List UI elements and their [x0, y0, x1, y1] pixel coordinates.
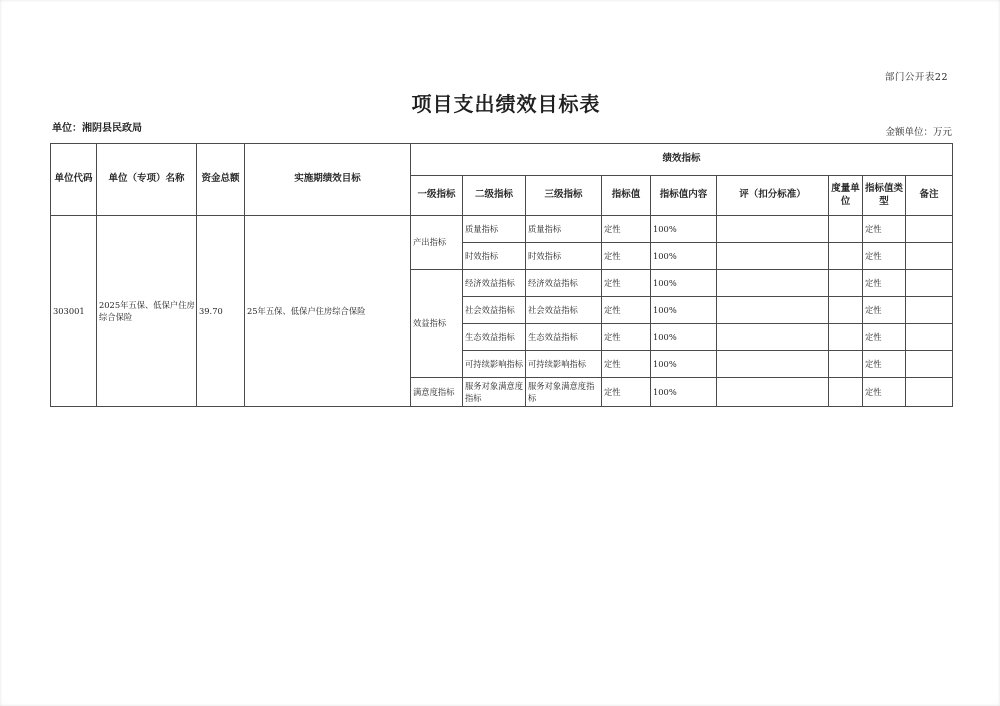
cell-content: 100% — [651, 297, 717, 324]
header-level3: 三级指标 — [526, 176, 602, 216]
unit-label: 单位：湘阴县民政局 — [52, 123, 142, 134]
cell-eval — [717, 243, 829, 270]
cell-level2: 经济效益指标 — [463, 270, 526, 297]
cell-value: 定性 — [602, 270, 651, 297]
cell-note — [906, 243, 953, 270]
cell-level2: 社会效益指标 — [463, 297, 526, 324]
header-unit-name: 单位（专项）名称 — [97, 144, 197, 216]
cell-level1-satisfaction: 满意度指标 — [411, 378, 463, 407]
cell-content: 100% — [651, 378, 717, 407]
cell-measure-unit — [829, 270, 863, 297]
cell-level2: 服务对象满意度指标 — [463, 378, 526, 407]
cell-level3: 社会效益指标 — [526, 297, 602, 324]
cell-measure-unit — [829, 216, 863, 243]
cell-level2: 生态效益指标 — [463, 324, 526, 351]
header-measure-unit: 度量单位 — [829, 176, 863, 216]
cell-value-type: 定性 — [863, 351, 906, 378]
header-eval-standard: 评（扣分标准） — [717, 176, 829, 216]
cell-note — [906, 324, 953, 351]
header-unit-code: 单位代码 — [51, 144, 97, 216]
cell-eval — [717, 297, 829, 324]
header-impl-target: 实施期绩效目标 — [245, 144, 411, 216]
cell-note — [906, 351, 953, 378]
cell-measure-unit — [829, 378, 863, 407]
cell-eval — [717, 324, 829, 351]
cell-value-type: 定性 — [863, 243, 906, 270]
amount-unit-label: 金额单位：万元 — [885, 127, 952, 138]
cell-value-type: 定性 — [863, 216, 906, 243]
cell-content: 100% — [651, 243, 717, 270]
cell-measure-unit — [829, 351, 863, 378]
header-perf-group: 绩效指标 — [411, 144, 953, 176]
cell-impl-target: 25年五保、低保户住房综合保险 — [245, 216, 411, 407]
cell-value-type: 定性 — [863, 270, 906, 297]
cell-level3: 经济效益指标 — [526, 270, 602, 297]
cell-value: 定性 — [602, 324, 651, 351]
cell-note — [906, 270, 953, 297]
cell-eval — [717, 351, 829, 378]
header-total-funds: 资金总额 — [197, 144, 245, 216]
cell-level3: 质量指标 — [526, 216, 602, 243]
header-value-type: 指标值类型 — [863, 176, 906, 216]
cell-value-type: 定性 — [863, 324, 906, 351]
table-row — [51, 216, 953, 243]
cell-level2: 质量指标 — [463, 216, 526, 243]
cell-eval — [717, 378, 829, 407]
cell-unit-code: 303001 — [51, 216, 97, 407]
cell-eval — [717, 216, 829, 243]
cell-note — [906, 378, 953, 407]
cell-level1-benefit: 效益指标 — [411, 270, 463, 378]
cell-measure-unit — [829, 324, 863, 351]
cell-level3: 服务对象满意度指标 — [526, 378, 602, 407]
header-row-1 — [51, 144, 953, 176]
cell-value: 定性 — [602, 216, 651, 243]
performance-table-container — [50, 143, 953, 407]
cell-content: 100% — [651, 324, 717, 351]
cell-measure-unit — [829, 297, 863, 324]
header-note: 备注 — [906, 176, 953, 216]
cell-note — [906, 297, 953, 324]
header-level2: 二级指标 — [463, 176, 526, 216]
header-level1: 一级指标 — [411, 176, 463, 216]
cell-level3: 生态效益指标 — [526, 324, 602, 351]
cell-value: 定性 — [602, 378, 651, 407]
cell-note — [906, 216, 953, 243]
cell-content: 100% — [651, 351, 717, 378]
cell-eval — [717, 270, 829, 297]
cell-measure-unit — [829, 243, 863, 270]
cell-value: 定性 — [602, 297, 651, 324]
cell-value-type: 定性 — [863, 297, 906, 324]
cell-level3: 时效指标 — [526, 243, 602, 270]
cell-value-type: 定性 — [863, 378, 906, 407]
cell-value: 定性 — [602, 243, 651, 270]
page-title: 项目支出绩效目标表 — [411, 92, 601, 116]
cell-value: 定性 — [602, 351, 651, 378]
cell-content: 100% — [651, 216, 717, 243]
cell-level3: 可持续影响指标 — [526, 351, 602, 378]
corner-note: 部门公开表22 — [884, 72, 948, 83]
header-value: 指标值 — [602, 176, 651, 216]
header-value-content: 指标值内容 — [651, 176, 717, 216]
cell-level1-output: 产出指标 — [411, 216, 463, 270]
cell-level2: 可持续影响指标 — [463, 351, 526, 378]
cell-level2: 时效指标 — [463, 243, 526, 270]
cell-unit-name: 2025年五保、低保户住房综合保险 — [97, 216, 197, 407]
cell-content: 100% — [651, 270, 717, 297]
performance-table — [50, 143, 953, 407]
cell-total-funds: 39.70 — [197, 216, 245, 407]
